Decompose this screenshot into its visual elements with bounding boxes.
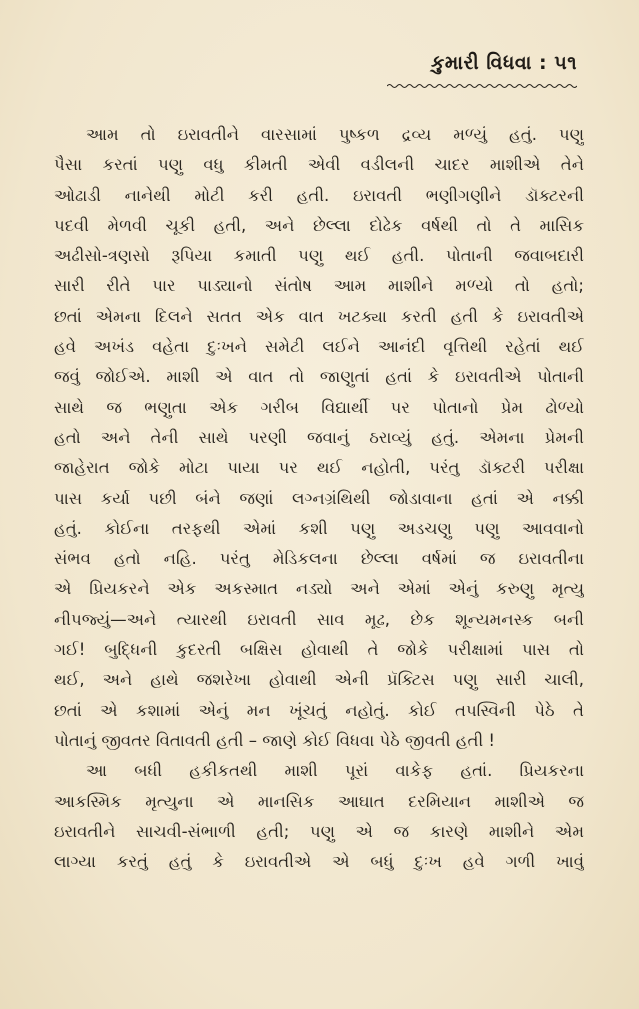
text-line: પોતાનું જીવતર વિતાવતી હતી – જાણે કોઈ વિધવા પેઠે જીવતી હતી ! <box>54 730 496 750</box>
paragraph-2 <box>54 756 584 877</box>
running-title: કુમારી વિધવા : ૫૧ <box>431 52 577 74</box>
text-line: સાથે જ ભણુતા એક ગરીબ વિદ્યાર્થી પર પોતાનો પ્રેમ ઢોળ્યો <box>54 397 584 417</box>
text-line: થઈ, અને હાથે જશરેખા હોવાથી એની પ્રૅક્ટિસ પણુ સારી ચાલી, <box>54 670 584 690</box>
text-line: ઇરાવતીને સાચવી-સંભાળી હતી; પણુ એ જ કારણે માશીને એમ <box>54 821 584 841</box>
text-line: આમ તો ઇરાવતીને વારસામાં પુષ્કળ દ્રવ્ય મળ્યું હતું. પણુ <box>86 125 584 144</box>
text-line: હવે અખંડ વહેતા દુઃખને સમેટી લઈને આનંદી વૃત્તિથી રહેતાં થઈ <box>54 337 584 357</box>
text-line: સારી રીતે પાર પાડ્યાનો સંતોષ આમ માશીને મળ્યો તો હતો; <box>54 276 584 296</box>
text-line: ઓઢાડી નાનેથી મોટી કરી હતી. ઇરાવતી ભણીગણીને ડૉક્ટરની <box>54 185 584 205</box>
text-line: છતાં એ કશામાં એનું મન ખૂંચતું નહોતું. કોઈ તપસ્વિની પેઠે તે <box>54 700 584 720</box>
text-line: એ પ્રિયકરને એક અકસ્માત નડ્યો અને એમાં એનું કરુણુ મૃત્યુ <box>54 579 584 599</box>
text-line: નીપજ્યું—અને ત્યારથી ઇરાવતી સાવ મૂઢ, છેક શૂન્યમનસ્ક બની <box>54 609 584 629</box>
header-wavy-underline <box>387 83 577 89</box>
text-line: પદવી મેળવી ચૂકી હતી, અને છેલ્લા દોઢેક વર્ષથી તો તે માસિક <box>54 215 584 235</box>
text-line: પૈસા કરતાં પણુ વધુ કીમતી એવી વડીલની ચાદર માશીએ તેને <box>54 155 584 175</box>
text-line: પાસ કર્યા પછી બંને જણાં લગ્નગ્રંથિથી જોડાવાના હતાં એ નક્કી <box>54 488 584 508</box>
text-line: હતો અને તેની સાથે પરણી જવાનું ઠરાવ્યું હતું. એમના પ્રેમની <box>54 427 584 447</box>
text-line: આ બધી હકીકતથી માશી પૂરાં વાકેફ હતાં. પ્રિયકરના <box>86 761 584 781</box>
text-line: આકસ્મિક મૃત્યુના એ માનસિક આઘાત દરમિયાન માશીએ જ <box>54 791 584 811</box>
text-line: છતાં એમના દિલને સતત એક વાત ખટક્યા કરતી હતી કે ઇરાવતીએ <box>54 306 584 326</box>
text-line: હતું. કોઈના તરફથી એમાં કશી પણુ અડચણુ પણુ આવવાનો <box>54 518 584 538</box>
text-line: ગઈ! બુદ્ધિની કુદરતી બક્ષિસ હોવાથી તે જોકે પરીક્ષામાં પાસ તો <box>54 640 584 660</box>
text-line: જવું જોઈએ. માશી એ વાત તો જાણુતાં હતાં કે ઇરાવતીએ પોતાની <box>54 367 584 387</box>
text-line: અઢીસો-ત્રણસો રૂપિયા કમાતી પણુ થઈ હતી. પોતાની જવાબદારી <box>54 246 584 266</box>
text-line: સંભવ હતો નહિ. પરંતુ મેડિકલના છેલ્લા વર્ષમાં જ ઇરાવતીના <box>54 549 584 569</box>
running-header <box>387 52 577 93</box>
text-line: જાહેરાત જોકે મોટા પાયા પર થઈ નહોતી, પરંતુ ડૉક્ટરી પરીક્ષા <box>54 458 584 478</box>
text-line: લાગ્યા કરતું હતું કે ઇરાવતીએ એ બધું દુઃખ હવે ગળી ખાવું <box>54 852 584 872</box>
body-text <box>54 120 584 877</box>
paragraph-1 <box>54 120 584 756</box>
